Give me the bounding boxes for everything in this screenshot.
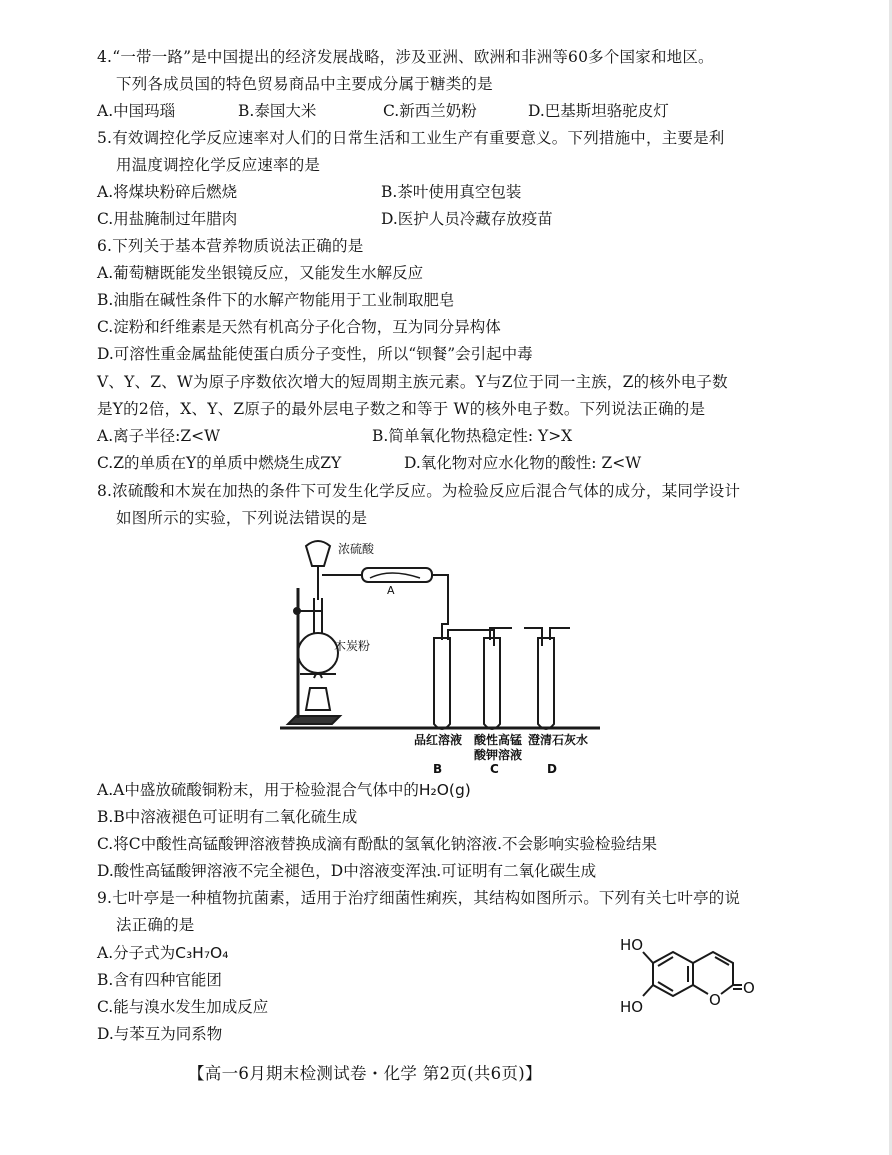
q8-option-d: D.酸性高锰酸钾溶液不完全褪色，D中溶液变浑浊.可证明有二氧化碳生成 — [97, 862, 597, 880]
q5-stem-line2: 用温度调控化学反应速率的是 — [116, 156, 321, 174]
q5-option-d: D.医护人员冷藏存放疫苗 — [381, 210, 553, 228]
label-charcoal-powder: 木炭粉 — [334, 639, 371, 653]
q8-option-a-formula: H₂O(g) — [418, 781, 471, 799]
structure-ho-top: HO — [620, 936, 644, 954]
label-magenta-solution: 品红溶液 — [414, 733, 463, 747]
label-letter-b: B — [433, 762, 443, 776]
structure-ho-bottom: HO — [620, 998, 644, 1016]
label-kmno4-line1: 酸性高锰 — [474, 733, 523, 747]
label-letter-d: D — [547, 762, 557, 776]
q4-option-c: C.新西兰奶粉 — [383, 102, 477, 120]
q4-option-b: B.泰国大米 — [238, 102, 317, 120]
label-kmno4-line2: 酸钾溶液 — [474, 748, 523, 762]
q9-option-a-formula: C₃H₇O₄ — [175, 944, 229, 962]
q4-option-a: A.中国玛瑙 — [97, 102, 176, 120]
q9-option-a — [97, 943, 228, 963]
q9-stem-line2: 法正确的是 — [116, 916, 195, 934]
q5-option-a: A.将煤块粉碎后燃烧 — [97, 183, 238, 201]
q4-stem-line2: 下列各成员国的特色贸易商品中主要成分属于糖类的是 — [116, 75, 493, 93]
q8-option-b: B.B中溶液褪色可证明有二氧化硫生成 — [97, 808, 358, 826]
q8-option-a-text: A.A中盛放硫酸铜粉末，用于检验混合气体中的 — [97, 781, 419, 799]
q5-option-c: C.用盐腌制过年腊肉 — [97, 210, 238, 228]
label-concentrated-sulfuric-acid: 浓硫酸 — [338, 542, 375, 556]
esculetin-structure-figure — [618, 930, 768, 1025]
q8-option-a — [97, 780, 471, 800]
structure-ring-oxygen: O — [709, 991, 721, 1009]
q8-stem-line1: 8.浓硫酸和木炭在加热的条件下可发生化学反应。为检验反应后混合气体的成分，某同学设计 — [97, 482, 741, 500]
label-letter-c: C — [490, 762, 499, 776]
label-limewater: 澄清石灰水 — [528, 733, 589, 747]
q7-option-d: D.氧化物对应水化物的酸性: Z<W — [404, 454, 642, 472]
q5-option-b: B.茶叶使用真空包装 — [381, 183, 522, 201]
experiment-apparatus-figure — [270, 528, 610, 778]
q9-option-c: C.能与溴水发生加成反应 — [97, 998, 269, 1016]
q9-option-d: D.与苯互为同系物 — [97, 1025, 223, 1043]
q7-option-a: A.离子半径:Z<W — [97, 427, 221, 445]
q7-stem-line2: 是Y的2倍，X、Y、Z原子的最外层电子数之和等于 W的核外电子数。下列说法正确的是 — [97, 400, 706, 418]
q8-option-c: C.将C中酸性高锰酸钾溶液替换成滴有酚酞的氢氧化钠溶液.不会影响实验检验结果 — [97, 835, 658, 853]
q6-stem: 6.下列关于基本营养物质说法正确的是 — [97, 237, 364, 255]
q4-option-d: D.巴基斯坦骆驼皮灯 — [528, 102, 669, 120]
q7-option-c: C.Z的单质在Y的单质中燃烧生成ZY — [97, 454, 342, 472]
q7-stem-line1: V、Y、Z、W为原子序数依次增大的短周期主族元素。Y与Z位于同一主族，Z的核外电子数 — [97, 373, 728, 391]
q9-option-b: B.含有四种官能团 — [97, 971, 222, 989]
q9-stem-line1: 9.七叶亭是一种植物抗菌素，适用于治疗细菌性痢疾，其结构如图所示。下列有关七叶亭的说 — [97, 889, 741, 907]
q6-option-c: C.淀粉和纤维素是天然有机高分子化合物，互为同分异构体 — [97, 318, 501, 336]
q6-option-b: B.油脂在碱性条件下的水解产物能用于工业制取肥皂 — [97, 291, 455, 309]
q6-option-d: D.可溶性重金属盐能使蛋白质分子变性，所以“钡餐”会引起中毒 — [97, 345, 533, 363]
q4-stem-line1: 4.“一带一路”是中国提出的经济发展战略，涉及亚洲、欧洲和非洲等60多个国家和地区。 — [97, 48, 714, 66]
q5-stem-line1: 5.有效调控化学反应速率对人们的日常生活和工业生产有重要意义。下列措施中，主要是利 — [97, 129, 725, 147]
q6-option-a: A.葡萄糖既能发坐银镜反应，又能发生水解反应 — [97, 264, 424, 282]
q8-stem-line2: 如图所示的实验，下列说法错误的是 — [116, 509, 368, 527]
q9-option-a-text: A.分子式为 — [97, 944, 176, 962]
label-tube-a: A — [387, 584, 395, 597]
structure-carbonyl-oxygen: O — [743, 979, 755, 997]
page-footer: 【高一6月期末检测试卷・化学 第2页(共6页)】 — [188, 1064, 542, 1083]
q7-option-b: B.简单氧化物热稳定性: Y>X — [372, 427, 573, 445]
